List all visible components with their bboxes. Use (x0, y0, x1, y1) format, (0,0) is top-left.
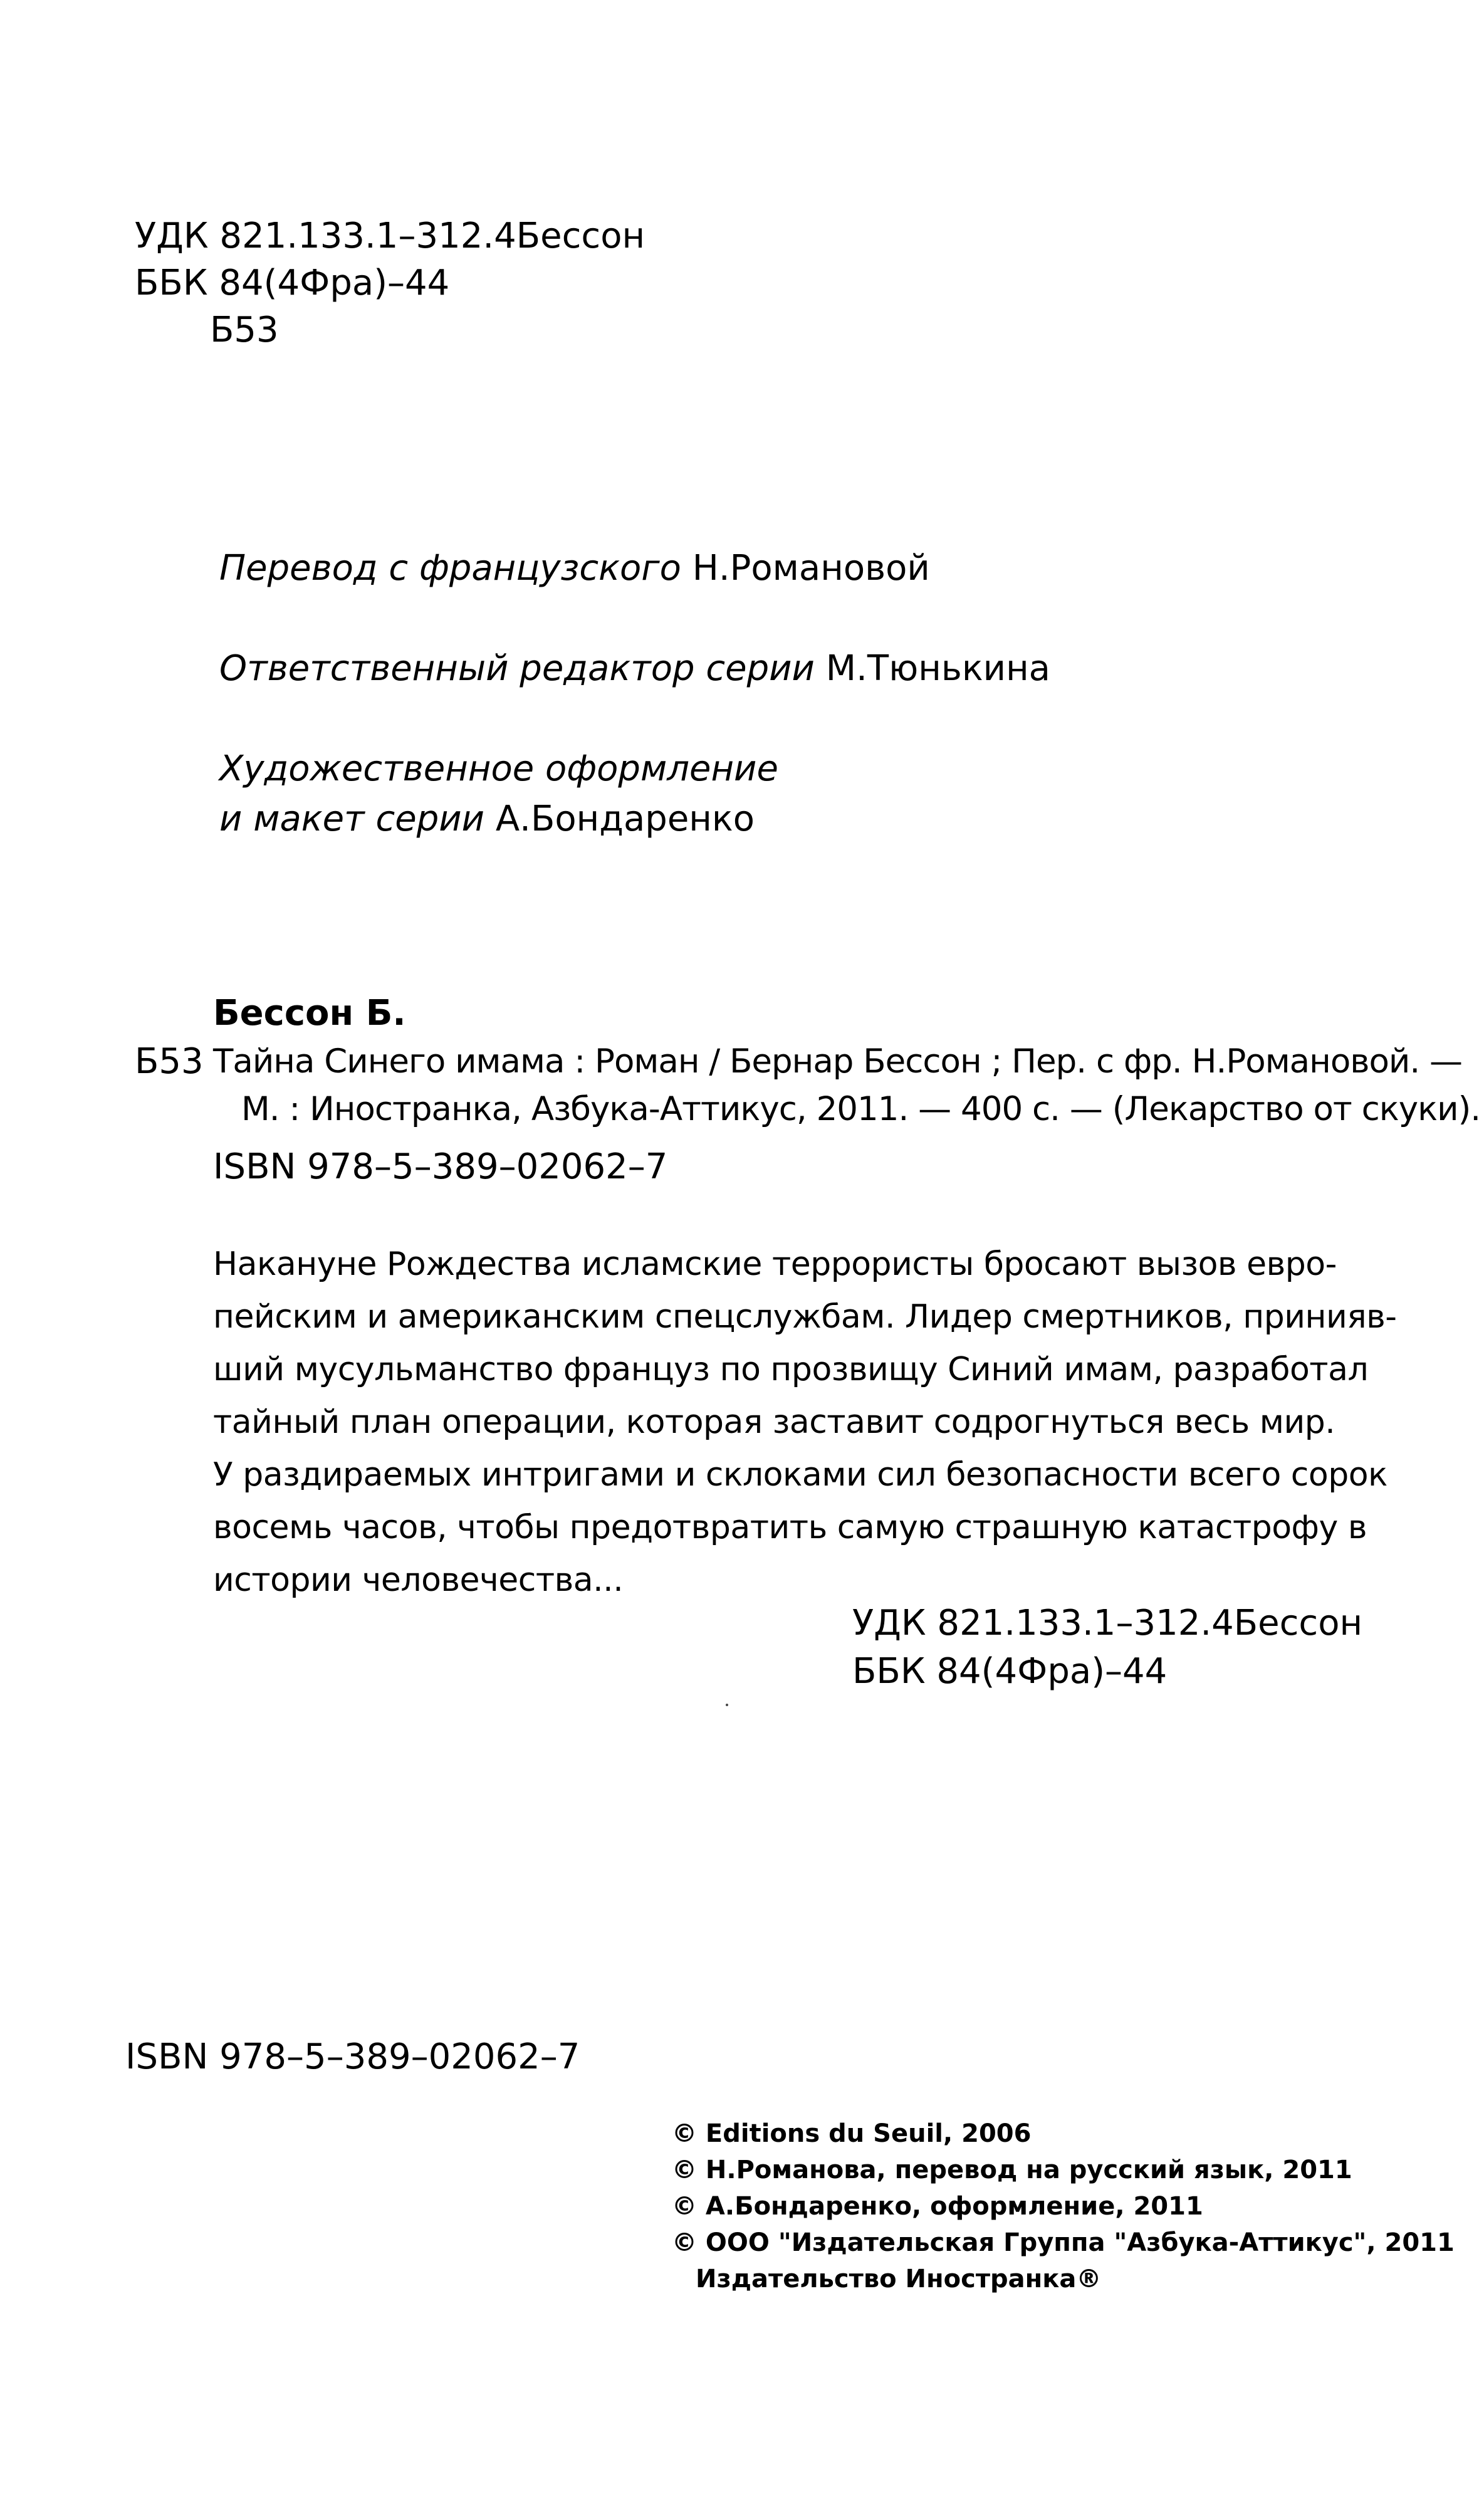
annotation (213, 1238, 1397, 1607)
catalog-isbn: ISBN 978–5–389–02062–7 (213, 1146, 668, 1187)
copyright-line: Издательство Иностранка® (696, 2265, 1102, 2293)
catalog-author: Бессон Б. (213, 993, 406, 1034)
copyright-line: © Н.Романова, перевод на русский язык, 2011 (672, 2156, 1352, 2184)
udk-code: УДК 821.133.1–312.4Бессон (135, 216, 645, 256)
annotation-line: У раздираемых интригами и склоками сил безопасности всего сорок (213, 1456, 1387, 1494)
annotation-line: истории человечества... (213, 1561, 624, 1599)
translator-name: Н.Романовой (692, 548, 930, 589)
copyright-line: © Editions du Seuil, 2006 (672, 2119, 1032, 2148)
copyright-block (672, 2115, 1455, 2297)
stray-dot (726, 1704, 728, 1706)
author-sign: Б53 (210, 310, 279, 350)
bbk-code-right: ББК 84(4Фра)–44 (852, 1651, 1168, 1692)
design-label-1: Художественное оформление (219, 748, 778, 789)
copyright-line: © А.Бондаренко, оформление, 2011 (672, 2192, 1203, 2221)
designer-name: А.Бондаренко (495, 799, 755, 839)
bbk-code: ББК 84(4Фра)–44 (135, 263, 450, 303)
editor-name: М.Тюнькина (825, 648, 1050, 689)
design-label-2: и макет серии (219, 799, 485, 839)
catalog-code: Б53 (135, 1041, 204, 1082)
design-credit (219, 793, 755, 846)
catalog-line-2: М. : Иностранка, Азбука-Аттикус, 2011. — 400 с. — (Лекарство от скуки). (241, 1090, 1481, 1128)
editor-label: Ответственный редактор серии (219, 648, 815, 689)
editor-credit (219, 642, 1050, 695)
translation-credit (219, 542, 930, 595)
udk-code-right: УДК 821.133.1–312.4Бессон (852, 1603, 1363, 1643)
annotation-line: Накануне Рождества исламские террористы бросают вызов евро- (213, 1245, 1337, 1283)
copyright-line: © ООО "Издательская Группа "Азбука-Аттикус", 2011 (672, 2228, 1455, 2257)
annotation-line: тайный план операции, которая заставит содрогнуться весь мир. (213, 1403, 1335, 1441)
catalog-line-1: Тайна Синего имама : Роман / Бернар Бессон ; Пер. с фр. Н.Романовой. — (213, 1042, 1463, 1081)
translation-label: Перевод с французского (219, 548, 681, 589)
annotation-line: пейским и американским спецслужбам. Лидер смертников, принияв- (213, 1298, 1397, 1336)
footer-isbn: ISBN 978–5–389–02062–7 (125, 2036, 580, 2077)
annotation-line: восемь часов, чтобы предотвратить самую страшную катастрофу в (213, 1509, 1367, 1546)
annotation-line: ший мусульманство француз по прозвищу Синий имам, разработал (213, 1351, 1369, 1388)
